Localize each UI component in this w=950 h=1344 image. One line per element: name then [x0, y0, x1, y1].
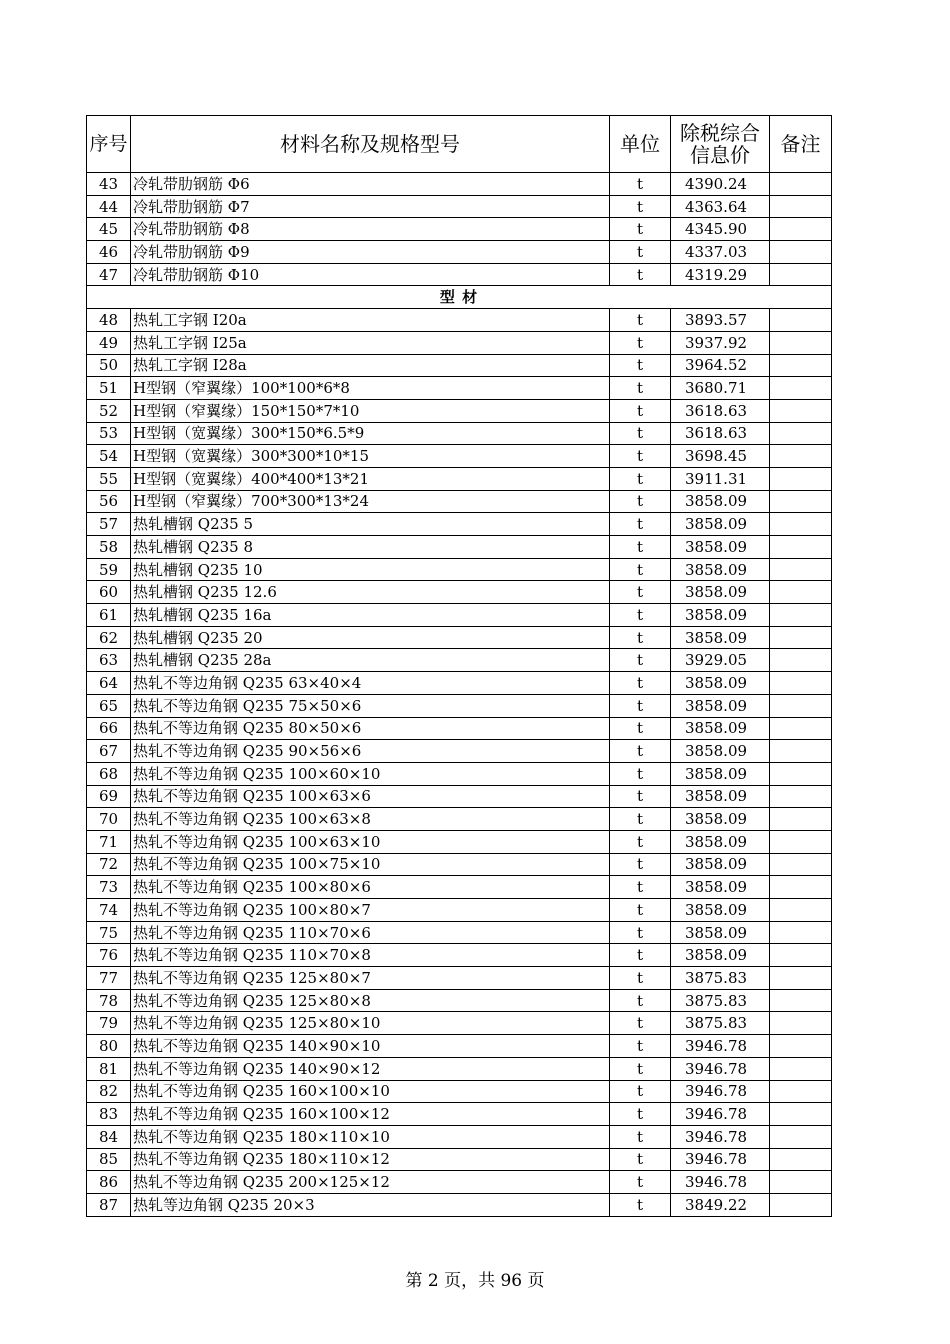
- section-row: [87, 286, 832, 309]
- table-row: [87, 626, 832, 649]
- cell-name: 冷轧带肋钢筋 Φ7: [131, 195, 610, 218]
- cell-remark: [770, 1193, 832, 1216]
- cell-name: 热轧不等边角钢 Q235 100×60×10: [131, 762, 610, 785]
- cell-remark: [770, 740, 832, 763]
- cell-no: 56: [87, 490, 131, 513]
- cell-unit: t: [610, 672, 671, 695]
- cell-price: 4337.03: [671, 241, 770, 264]
- cell-name: 热轧不等边角钢 Q235 63×40×4: [131, 672, 610, 695]
- table-row: [87, 830, 832, 853]
- cell-price: 3929.05: [671, 649, 770, 672]
- cell-unit: t: [610, 1035, 671, 1058]
- cell-remark: [770, 173, 832, 196]
- cell-name: H型钢（宽翼缘）300*300*10*15: [131, 445, 610, 468]
- cell-unit: t: [610, 1080, 671, 1103]
- cell-name: H型钢（窄翼缘）700*300*13*24: [131, 490, 610, 513]
- cell-name: 热轧槽钢 Q235 5: [131, 513, 610, 536]
- cell-remark: [770, 1080, 832, 1103]
- cell-unit: t: [610, 1148, 671, 1171]
- cell-unit: t: [610, 853, 671, 876]
- cell-remark: [770, 490, 832, 513]
- table-row: [87, 967, 832, 990]
- cell-name: 热轧不等边角钢 Q235 90×56×6: [131, 740, 610, 763]
- cell-no: 62: [87, 626, 131, 649]
- cell-unit: t: [610, 830, 671, 853]
- cell-no: 44: [87, 195, 131, 218]
- cell-unit: t: [610, 422, 671, 445]
- cell-no: 59: [87, 558, 131, 581]
- cell-remark: [770, 377, 832, 400]
- cell-remark: [770, 399, 832, 422]
- cell-name: 热轧不等边角钢 Q235 160×100×12: [131, 1103, 610, 1126]
- header-price-line1: 除税综合: [680, 121, 760, 145]
- cell-remark: [770, 1103, 832, 1126]
- cell-unit: t: [610, 218, 671, 241]
- cell-name: 热轧工字钢 I20a: [131, 309, 610, 332]
- cell-name: 热轧不等边角钢 Q235 125×80×7: [131, 967, 610, 990]
- cell-no: 61: [87, 604, 131, 627]
- cell-remark: [770, 354, 832, 377]
- cell-price: 3875.83: [671, 989, 770, 1012]
- cell-price: 3858.09: [671, 513, 770, 536]
- cell-no: 51: [87, 377, 131, 400]
- cell-no: 58: [87, 536, 131, 559]
- cell-no: 77: [87, 967, 131, 990]
- cell-remark: [770, 581, 832, 604]
- cell-remark: [770, 876, 832, 899]
- cell-unit: t: [610, 762, 671, 785]
- cell-remark: [770, 762, 832, 785]
- table-row: [87, 422, 832, 445]
- cell-name: 热轧不等边角钢 Q235 110×70×6: [131, 921, 610, 944]
- cell-name: 冷轧带肋钢筋 Φ10: [131, 263, 610, 286]
- cell-name: 冷轧带肋钢筋 Φ8: [131, 218, 610, 241]
- cell-name: 热轧工字钢 I25a: [131, 331, 610, 354]
- cell-remark: [770, 241, 832, 264]
- cell-price: 3858.09: [671, 536, 770, 559]
- cell-name: 热轧不等边角钢 Q235 125×80×10: [131, 1012, 610, 1035]
- cell-unit: t: [610, 989, 671, 1012]
- cell-unit: t: [610, 467, 671, 490]
- cell-price: 3858.09: [671, 808, 770, 831]
- table-row: [87, 1012, 832, 1035]
- cell-remark: [770, 536, 832, 559]
- cell-no: 66: [87, 717, 131, 740]
- cell-price: 3618.63: [671, 399, 770, 422]
- table-row: [87, 513, 832, 536]
- cell-name: H型钢（窄翼缘）150*150*7*10: [131, 399, 610, 422]
- cell-name: 热轧不等边角钢 Q235 100×75×10: [131, 853, 610, 876]
- cell-price: 3858.09: [671, 672, 770, 695]
- cell-price: 3964.52: [671, 354, 770, 377]
- table-row: [87, 604, 832, 627]
- table-row: [87, 1125, 832, 1148]
- cell-no: 64: [87, 672, 131, 695]
- cell-name: 冷轧带肋钢筋 Φ6: [131, 173, 610, 196]
- cell-no: 75: [87, 921, 131, 944]
- cell-price: 3680.71: [671, 377, 770, 400]
- table-row: [87, 558, 832, 581]
- cell-price: 3618.63: [671, 422, 770, 445]
- cell-name: 热轧槽钢 Q235 16a: [131, 604, 610, 627]
- cell-remark: [770, 899, 832, 922]
- table-row: [87, 694, 832, 717]
- cell-price: 4363.64: [671, 195, 770, 218]
- cell-name: 热轧不等边角钢 Q235 100×80×6: [131, 876, 610, 899]
- cell-name: 热轧槽钢 Q235 10: [131, 558, 610, 581]
- table-row: [87, 195, 832, 218]
- cell-no: 49: [87, 331, 131, 354]
- cell-unit: t: [610, 921, 671, 944]
- cell-no: 70: [87, 808, 131, 831]
- cell-name: 热轧槽钢 Q235 20: [131, 626, 610, 649]
- cell-price: 3858.09: [671, 944, 770, 967]
- cell-remark: [770, 921, 832, 944]
- cell-no: 43: [87, 173, 131, 196]
- cell-no: 65: [87, 694, 131, 717]
- cell-unit: t: [610, 581, 671, 604]
- table-row: [87, 1057, 832, 1080]
- cell-price: 3858.09: [671, 717, 770, 740]
- cell-price: 3849.22: [671, 1193, 770, 1216]
- table-row: [87, 876, 832, 899]
- table-row: [87, 672, 832, 695]
- cell-remark: [770, 513, 832, 536]
- table-row: [87, 944, 832, 967]
- cell-unit: t: [610, 785, 671, 808]
- cell-unit: t: [610, 490, 671, 513]
- table-row: [87, 1080, 832, 1103]
- cell-price: 3858.09: [671, 876, 770, 899]
- cell-unit: t: [610, 717, 671, 740]
- table-row: [87, 581, 832, 604]
- section-title: 型 材: [87, 286, 832, 309]
- table-row: [87, 173, 832, 196]
- cell-name: 热轧不等边角钢 Q235 100×63×10: [131, 830, 610, 853]
- cell-unit: t: [610, 740, 671, 763]
- cell-name: 热轧不等边角钢 Q235 160×100×10: [131, 1080, 610, 1103]
- section-body: [87, 286, 832, 309]
- cell-unit: t: [610, 604, 671, 627]
- table-row: [87, 989, 832, 1012]
- cell-price: 3858.09: [671, 626, 770, 649]
- cell-name: 热轧不等边角钢 Q235 125×80×8: [131, 989, 610, 1012]
- cell-remark: [770, 944, 832, 967]
- cell-remark: [770, 422, 832, 445]
- cell-remark: [770, 604, 832, 627]
- cell-name: 热轧不等边角钢 Q235 100×80×7: [131, 899, 610, 922]
- cell-name: 热轧槽钢 Q235 8: [131, 536, 610, 559]
- cell-unit: t: [610, 944, 671, 967]
- cell-price: 3858.09: [671, 558, 770, 581]
- cell-unit: t: [610, 899, 671, 922]
- cell-price: 4319.29: [671, 263, 770, 286]
- cell-no: 55: [87, 467, 131, 490]
- table-row: [87, 1148, 832, 1171]
- cell-price: 3875.83: [671, 967, 770, 990]
- cell-remark: [770, 263, 832, 286]
- cell-unit: t: [610, 694, 671, 717]
- table-row: [87, 377, 832, 400]
- table-row: [87, 445, 832, 468]
- cell-name: 热轧不等边角钢 Q235 140×90×12: [131, 1057, 610, 1080]
- cell-name: 热轧工字钢 I28a: [131, 354, 610, 377]
- cell-price: 3946.78: [671, 1035, 770, 1058]
- cell-remark: [770, 649, 832, 672]
- table-row: [87, 536, 832, 559]
- table-row: [87, 853, 832, 876]
- cell-price: 4345.90: [671, 218, 770, 241]
- cell-unit: t: [610, 263, 671, 286]
- cell-unit: t: [610, 1171, 671, 1194]
- header-row: [87, 116, 832, 173]
- cell-unit: t: [610, 1193, 671, 1216]
- cell-unit: t: [610, 445, 671, 468]
- cell-price: 3858.09: [671, 785, 770, 808]
- cell-unit: t: [610, 309, 671, 332]
- cell-no: 73: [87, 876, 131, 899]
- cell-remark: [770, 989, 832, 1012]
- cell-remark: [770, 309, 832, 332]
- table-row: [87, 331, 832, 354]
- cell-no: 48: [87, 309, 131, 332]
- cell-price: 3858.09: [671, 694, 770, 717]
- table-row: [87, 467, 832, 490]
- cell-no: 60: [87, 581, 131, 604]
- cell-remark: [770, 830, 832, 853]
- table-row: [87, 1103, 832, 1126]
- cell-unit: t: [610, 967, 671, 990]
- cell-unit: t: [610, 173, 671, 196]
- cell-remark: [770, 467, 832, 490]
- cell-name: 热轧等边角钢 Q235 20×3: [131, 1193, 610, 1216]
- cell-price: 3946.78: [671, 1148, 770, 1171]
- cell-no: 80: [87, 1035, 131, 1058]
- cell-unit: t: [610, 331, 671, 354]
- table-row: [87, 490, 832, 513]
- table-row: [87, 1193, 832, 1216]
- cell-price: 3911.31: [671, 467, 770, 490]
- cell-no: 71: [87, 830, 131, 853]
- cell-price: 3698.45: [671, 445, 770, 468]
- cell-unit: t: [610, 377, 671, 400]
- cell-unit: t: [610, 876, 671, 899]
- cell-price: 3858.09: [671, 604, 770, 627]
- table-row: [87, 740, 832, 763]
- price-table: [86, 115, 832, 1217]
- cell-no: 54: [87, 445, 131, 468]
- cell-price: 3858.09: [671, 899, 770, 922]
- table-body-main: [87, 309, 832, 1217]
- cell-remark: [770, 1012, 832, 1035]
- table-body-top: [87, 173, 832, 286]
- cell-remark: [770, 195, 832, 218]
- cell-price: 3946.78: [671, 1103, 770, 1126]
- cell-unit: t: [610, 513, 671, 536]
- cell-price: 3858.09: [671, 740, 770, 763]
- cell-unit: t: [610, 1103, 671, 1126]
- cell-no: 85: [87, 1148, 131, 1171]
- cell-remark: [770, 1035, 832, 1058]
- cell-remark: [770, 1057, 832, 1080]
- cell-remark: [770, 717, 832, 740]
- cell-name: 热轧槽钢 Q235 28a: [131, 649, 610, 672]
- cell-no: 68: [87, 762, 131, 785]
- cell-unit: t: [610, 626, 671, 649]
- cell-name: 热轧不等边角钢 Q235 100×63×6: [131, 785, 610, 808]
- cell-remark: [770, 1125, 832, 1148]
- cell-no: 69: [87, 785, 131, 808]
- cell-remark: [770, 331, 832, 354]
- cell-no: 74: [87, 899, 131, 922]
- cell-name: 热轧不等边角钢 Q235 180×110×10: [131, 1125, 610, 1148]
- cell-price: 3946.78: [671, 1125, 770, 1148]
- table-row: [87, 354, 832, 377]
- cell-name: H型钢（窄翼缘）100*100*6*8: [131, 377, 610, 400]
- cell-unit: t: [610, 354, 671, 377]
- cell-remark: [770, 694, 832, 717]
- cell-name: H型钢（宽翼缘）400*400*13*21: [131, 467, 610, 490]
- cell-unit: t: [610, 1057, 671, 1080]
- table-row: [87, 218, 832, 241]
- header-name: 材料名称及规格型号: [131, 116, 610, 173]
- cell-no: 50: [87, 354, 131, 377]
- cell-name: 热轧不等边角钢 Q235 200×125×12: [131, 1171, 610, 1194]
- cell-no: 87: [87, 1193, 131, 1216]
- cell-name: 热轧不等边角钢 Q235 180×110×12: [131, 1148, 610, 1171]
- cell-name: 热轧不等边角钢 Q235 110×70×8: [131, 944, 610, 967]
- cell-remark: [770, 853, 832, 876]
- cell-unit: t: [610, 241, 671, 264]
- table-row: [87, 808, 832, 831]
- cell-price: 3858.09: [671, 830, 770, 853]
- cell-unit: t: [610, 399, 671, 422]
- table-row: [87, 649, 832, 672]
- cell-no: 52: [87, 399, 131, 422]
- table-row: [87, 899, 832, 922]
- table-row: [87, 921, 832, 944]
- cell-price: 3946.78: [671, 1080, 770, 1103]
- cell-unit: t: [610, 195, 671, 218]
- cell-no: 53: [87, 422, 131, 445]
- header-unit: 单位: [610, 116, 671, 173]
- table-row: [87, 309, 832, 332]
- cell-price: 4390.24: [671, 173, 770, 196]
- cell-unit: t: [610, 808, 671, 831]
- cell-name: 热轧不等边角钢 Q235 75×50×6: [131, 694, 610, 717]
- cell-name: 热轧不等边角钢 Q235 80×50×6: [131, 717, 610, 740]
- cell-remark: [770, 785, 832, 808]
- cell-name: 热轧不等边角钢 Q235 100×63×8: [131, 808, 610, 831]
- header-remark: 备注: [770, 116, 832, 173]
- cell-remark: [770, 967, 832, 990]
- cell-unit: t: [610, 558, 671, 581]
- cell-price: 3858.09: [671, 853, 770, 876]
- cell-no: 83: [87, 1103, 131, 1126]
- cell-price: 3858.09: [671, 581, 770, 604]
- cell-no: 45: [87, 218, 131, 241]
- cell-name: 热轧槽钢 Q235 12.6: [131, 581, 610, 604]
- cell-no: 82: [87, 1080, 131, 1103]
- cell-name: H型钢（宽翼缘）300*150*6.5*9: [131, 422, 610, 445]
- cell-no: 46: [87, 241, 131, 264]
- cell-no: 72: [87, 853, 131, 876]
- table-row: [87, 399, 832, 422]
- cell-price: 3858.09: [671, 762, 770, 785]
- cell-price: 3858.09: [671, 490, 770, 513]
- cell-no: 76: [87, 944, 131, 967]
- cell-price: 3858.09: [671, 921, 770, 944]
- cell-no: 47: [87, 263, 131, 286]
- cell-remark: [770, 445, 832, 468]
- table-row: [87, 241, 832, 264]
- cell-unit: t: [610, 536, 671, 559]
- cell-no: 81: [87, 1057, 131, 1080]
- cell-unit: t: [610, 1125, 671, 1148]
- cell-price: 3946.78: [671, 1171, 770, 1194]
- header-price: [671, 116, 770, 173]
- table-row: [87, 762, 832, 785]
- cell-remark: [770, 808, 832, 831]
- header-price-line2: 信息价: [690, 143, 750, 167]
- table-row: [87, 785, 832, 808]
- cell-price: 3875.83: [671, 1012, 770, 1035]
- cell-no: 63: [87, 649, 131, 672]
- cell-remark: [770, 1148, 832, 1171]
- table-row: [87, 1171, 832, 1194]
- cell-unit: t: [610, 1012, 671, 1035]
- cell-remark: [770, 218, 832, 241]
- header-no: 序号: [87, 116, 131, 173]
- cell-no: 67: [87, 740, 131, 763]
- table-row: [87, 263, 832, 286]
- cell-name: 冷轧带肋钢筋 Φ9: [131, 241, 610, 264]
- cell-remark: [770, 1171, 832, 1194]
- cell-remark: [770, 558, 832, 581]
- cell-remark: [770, 626, 832, 649]
- cell-no: 78: [87, 989, 131, 1012]
- cell-no: 57: [87, 513, 131, 536]
- page-footer: 第 2 页，共 96 页: [405, 1271, 545, 1291]
- cell-price: 3893.57: [671, 309, 770, 332]
- cell-unit: t: [610, 649, 671, 672]
- cell-no: 86: [87, 1171, 131, 1194]
- cell-remark: [770, 672, 832, 695]
- cell-price: 3937.92: [671, 331, 770, 354]
- cell-no: 84: [87, 1125, 131, 1148]
- cell-name: 热轧不等边角钢 Q235 140×90×10: [131, 1035, 610, 1058]
- table-row: [87, 1035, 832, 1058]
- cell-no: 79: [87, 1012, 131, 1035]
- table-row: [87, 717, 832, 740]
- cell-price: 3946.78: [671, 1057, 770, 1080]
